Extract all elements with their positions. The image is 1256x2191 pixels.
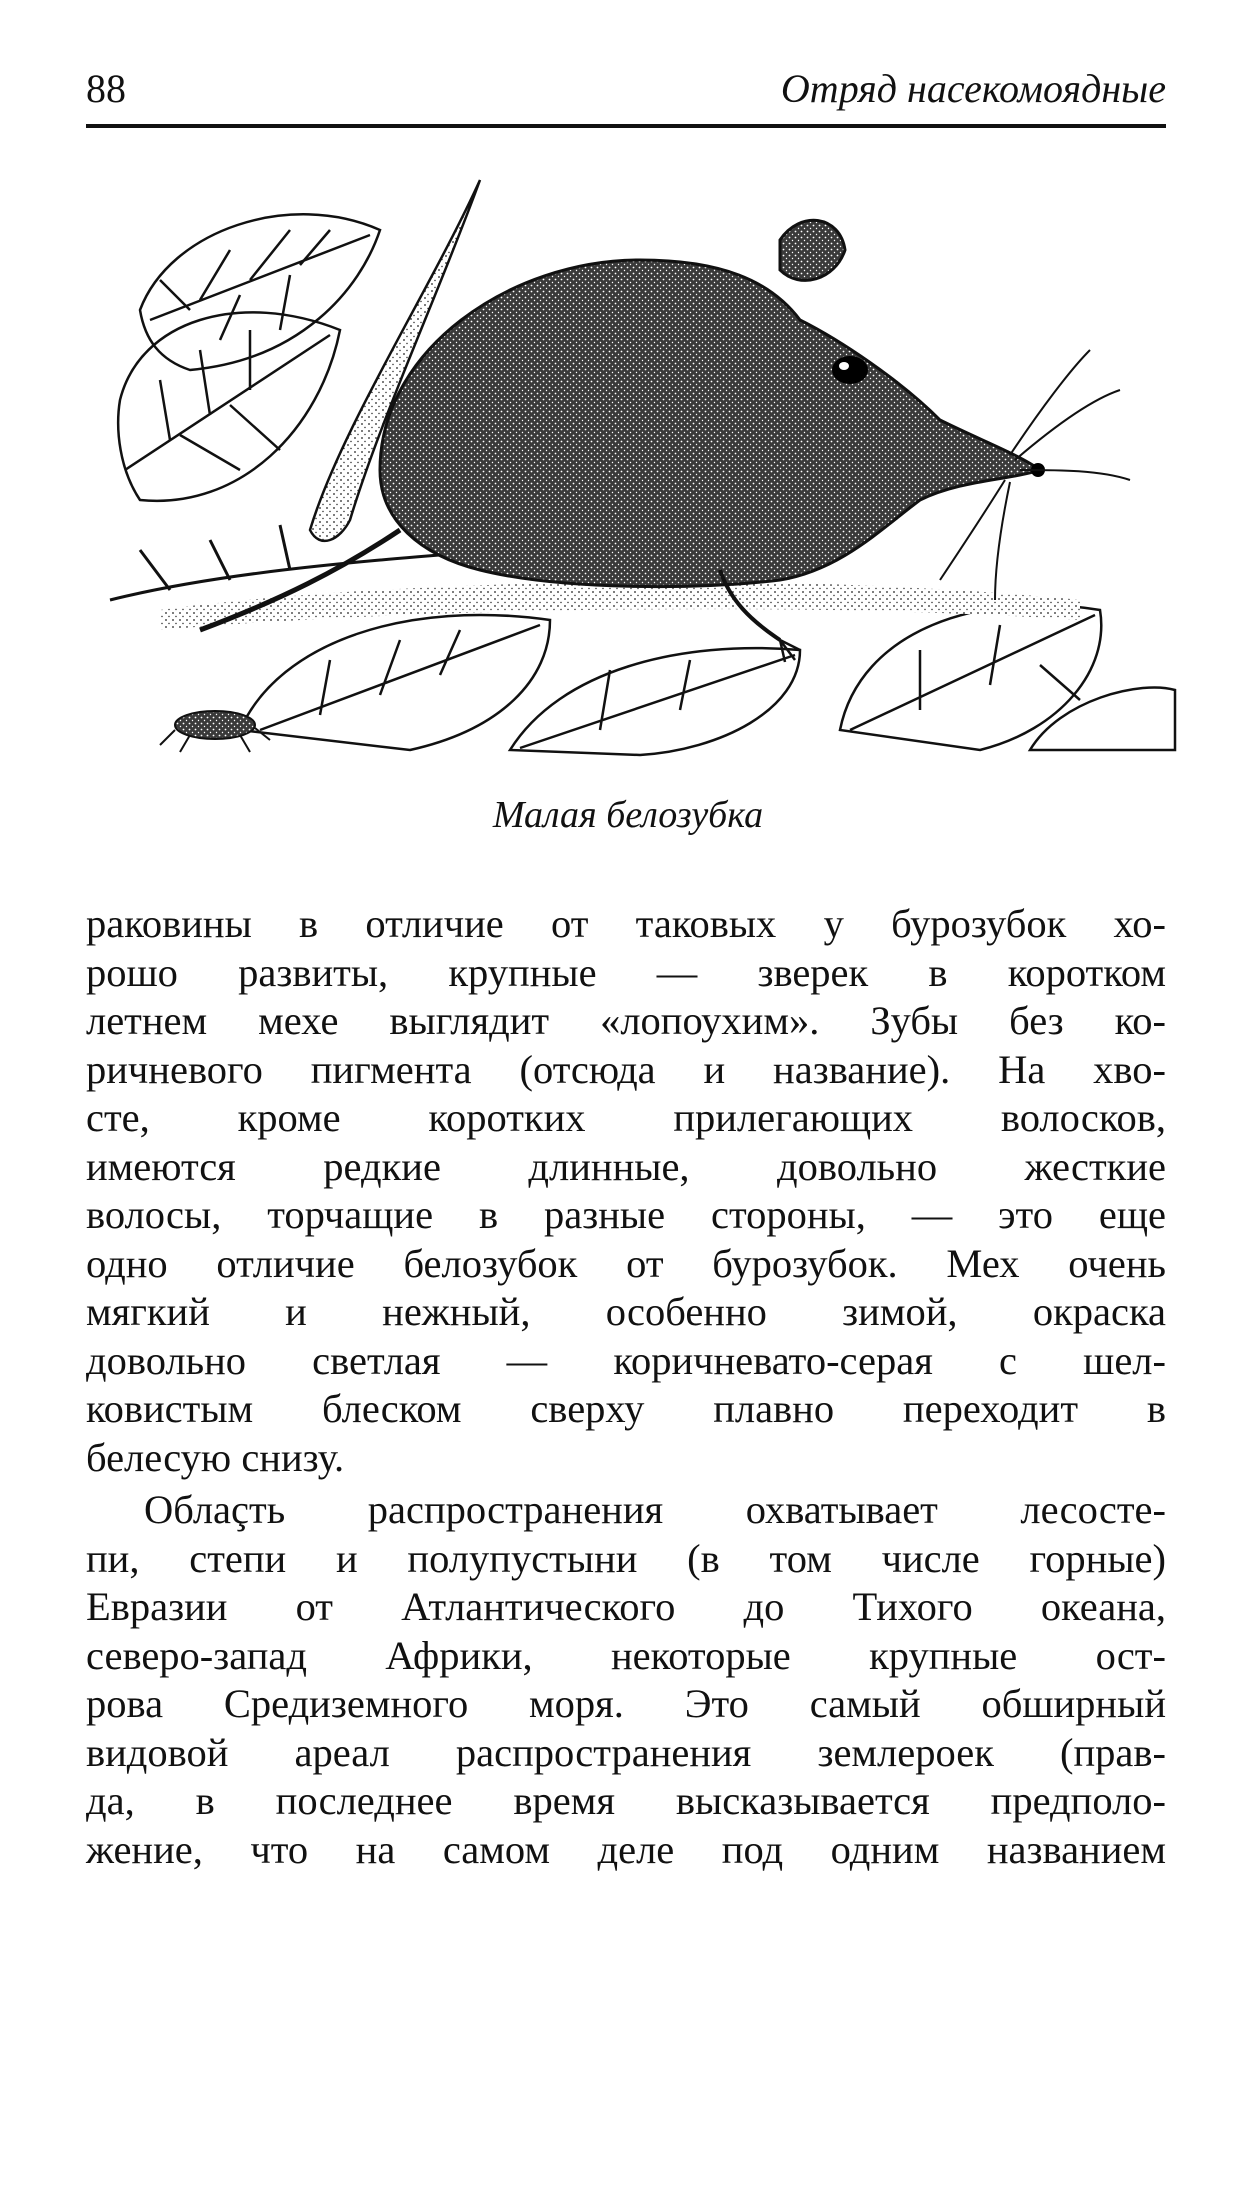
leaf-top-left	[140, 214, 380, 370]
text-line: летнем мехе выглядит «лопоухим». Зубы без ко-	[86, 998, 1166, 1043]
figure-caption: Малая белозубка	[492, 794, 764, 836]
paragraph-2	[86, 1486, 1166, 1874]
text-line: одно отличие белозубок от бурозубок. Мех очень	[86, 1240, 1166, 1286]
text-line: довольно светлая — коричневато-серая с шел-	[86, 1337, 1166, 1383]
paragraph-1	[86, 900, 1166, 1482]
text-line: жение, что на самом деле под одним названием	[86, 1826, 1166, 1872]
text-line: видовой ареал распространения землероек (прав-	[86, 1729, 1166, 1775]
text-line: рошо развиты, крупные — зверек в коротком	[86, 949, 1166, 995]
page-number: 88	[86, 66, 126, 111]
text-line: ричневого пигмента (отсюда и название). На хво-	[86, 1046, 1166, 1092]
running-head: Отряд насекомоядные	[780, 66, 1166, 111]
text-line: рова Средиземного моря. Это самый обширный	[86, 1681, 1166, 1726]
text-line: пи, степи и полупустыни (в том числе горные)	[86, 1535, 1166, 1581]
body-text	[86, 900, 1166, 1874]
text-line: ковистым блеском сверху плавно переходит в	[86, 1386, 1166, 1431]
text-line: мягкий и нежный, особенно зимой, окраска	[86, 1289, 1166, 1334]
text-line: северо-запад Африки, некоторые крупные ост-	[86, 1632, 1166, 1678]
text-line: да, в последнее время высказывается предполо-	[86, 1778, 1166, 1823]
text-line: Евразии от Атлантического до Тихого океана,	[86, 1584, 1166, 1629]
ground-leaves	[240, 605, 1175, 755]
shrew-illustration	[80, 170, 1180, 760]
text-line: Облаçть распространения охватывает лесосте-	[144, 1487, 1166, 1532]
text-line: имеются редкие длинные, довольно жесткие	[86, 1143, 1166, 1189]
text-line: раковины в отличие от таковых у бурозубок хо-	[86, 901, 1166, 946]
page-header	[86, 62, 1166, 128]
text-line: белесую снизу.	[86, 1434, 345, 1480]
text-line: сте, кроме коротких прилегающих волосков,	[86, 1095, 1166, 1140]
text-line: волосы, торчащие в разные стороны, — это еще	[86, 1192, 1166, 1237]
